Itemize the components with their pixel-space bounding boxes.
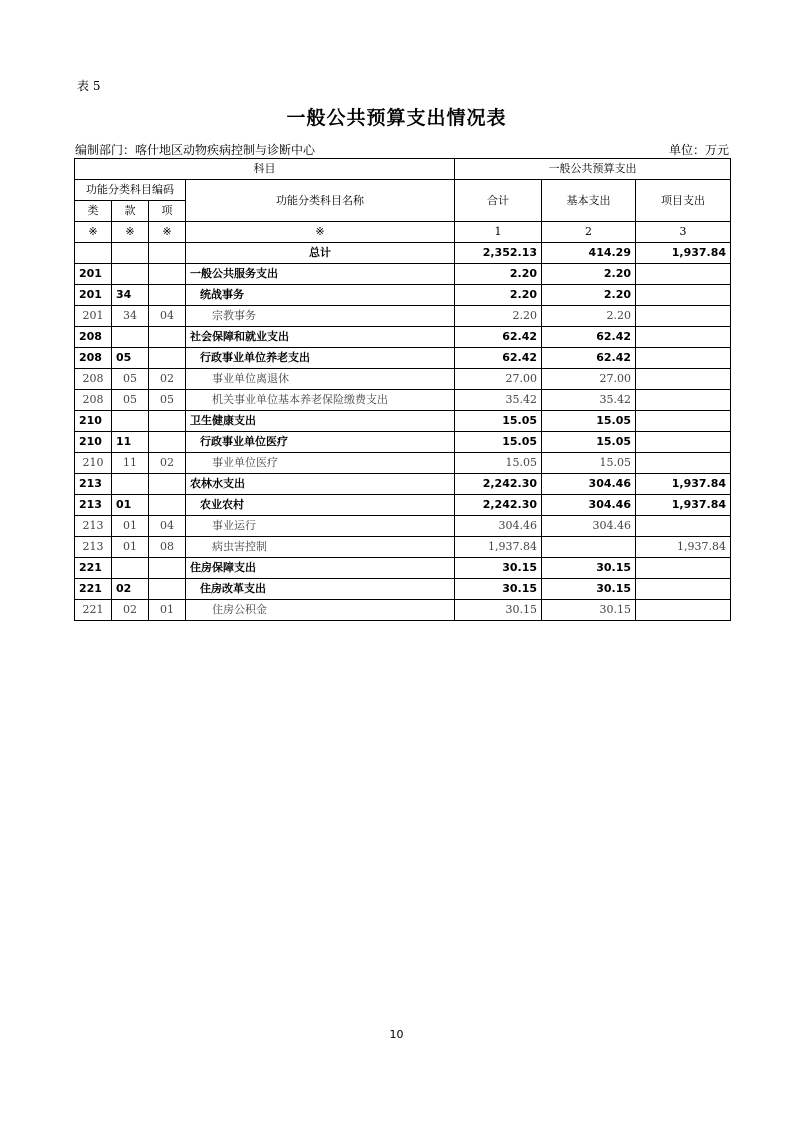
cell-total: 2.20 [455, 264, 542, 285]
cell-xiang: 02 [149, 369, 186, 390]
header-row-4 [75, 222, 731, 243]
cell-total: 2,242.30 [455, 495, 542, 516]
cell-name: 行政事业单位养老支出 [186, 348, 455, 369]
cell-lei: 208 [75, 369, 112, 390]
cell-basic: 35.42 [542, 390, 636, 411]
cell-xiang: 05 [149, 390, 186, 411]
cell-lei: 210 [75, 432, 112, 453]
table-row [75, 264, 731, 285]
cell-xiang [149, 348, 186, 369]
cell-project [636, 285, 731, 306]
cell-kuan [112, 474, 149, 495]
table-row [75, 348, 731, 369]
cell-kuan: 02 [112, 579, 149, 600]
header-name: 功能分类科目名称 [186, 180, 455, 222]
cell-name: 宗教事务 [186, 306, 455, 327]
table-row [75, 495, 731, 516]
header-code-group: 功能分类科目编码 [75, 180, 186, 201]
cell-name: 住房保障支出 [186, 558, 455, 579]
cell-kuan: 01 [112, 516, 149, 537]
page-title: 一般公共预算支出情况表 [286, 107, 507, 129]
cell-total: 2.20 [455, 306, 542, 327]
cell-name: 住房公积金 [186, 600, 455, 621]
cell-basic: 304.46 [542, 495, 636, 516]
cell-project [636, 264, 731, 285]
table-row [75, 579, 731, 600]
cell-basic: 30.15 [542, 600, 636, 621]
total-label: 总计 [186, 243, 455, 264]
table-row [75, 327, 731, 348]
cell-basic: 30.15 [542, 558, 636, 579]
cell-xiang: 02 [149, 453, 186, 474]
col-index-2: 2 [542, 222, 636, 243]
cell-kuan: 05 [112, 390, 149, 411]
cell-total: 2.20 [455, 285, 542, 306]
cell-xiang: 04 [149, 306, 186, 327]
total-basic: 414.29 [542, 243, 636, 264]
cell-xiang: 01 [149, 600, 186, 621]
cell-total: 62.42 [455, 327, 542, 348]
cell-name: 病虫害控制 [186, 537, 455, 558]
cell-xiang [149, 285, 186, 306]
table-row [75, 600, 731, 621]
cell-kuan [112, 264, 149, 285]
header-kuan: 款 [112, 201, 149, 222]
table-row [75, 285, 731, 306]
header-project: 项目支出 [636, 180, 731, 222]
cell-total: 35.42 [455, 390, 542, 411]
unit-line: 单位：万元 [668, 143, 729, 157]
cell-total: 30.15 [455, 600, 542, 621]
cell-basic: 2.20 [542, 306, 636, 327]
cell-kuan: 05 [112, 348, 149, 369]
cell-name: 卫生健康支出 [186, 411, 455, 432]
cell-kuan: 01 [112, 537, 149, 558]
cell-project: 1,937.84 [636, 495, 731, 516]
table-row [75, 369, 731, 390]
budget-table [74, 158, 731, 621]
cell-total: 1,937.84 [455, 537, 542, 558]
table-row [75, 453, 731, 474]
header-budget-group: 一般公共预算支出 [455, 159, 731, 180]
cell-name: 事业单位离退休 [186, 369, 455, 390]
table-row [75, 411, 731, 432]
table-row [75, 537, 731, 558]
cell-project [636, 579, 731, 600]
cell-name: 统战事务 [186, 285, 455, 306]
header-row-2 [75, 180, 731, 201]
cell-lei: 201 [75, 264, 112, 285]
cell-xiang [149, 327, 186, 348]
cell-lei: 213 [75, 474, 112, 495]
cell-lei: 213 [75, 495, 112, 516]
cell-kuan: 01 [112, 495, 149, 516]
cell-total: 15.05 [455, 453, 542, 474]
cell-xiang: 08 [149, 537, 186, 558]
cell-total: 30.15 [455, 579, 542, 600]
total-project: 1,937.84 [636, 243, 731, 264]
cell-kuan: 05 [112, 369, 149, 390]
cell-name: 农林水支出 [186, 474, 455, 495]
cell-name: 社会保障和就业支出 [186, 327, 455, 348]
cell-project [636, 390, 731, 411]
col-index-1: 1 [455, 222, 542, 243]
cell-lei: 208 [75, 327, 112, 348]
header-row-1 [75, 159, 731, 180]
cell-basic: 15.05 [542, 453, 636, 474]
header-basic: 基本支出 [542, 180, 636, 222]
table-row [75, 390, 731, 411]
cell-basic: 15.05 [542, 432, 636, 453]
cell-project [636, 432, 731, 453]
cell-total: 15.05 [455, 411, 542, 432]
cell-kuan [112, 558, 149, 579]
header-lei: 类 [75, 201, 112, 222]
cell-lei: 210 [75, 453, 112, 474]
cell-project [636, 558, 731, 579]
cell-total: 30.15 [455, 558, 542, 579]
cell-lei: 210 [75, 411, 112, 432]
cell-kuan: 11 [112, 453, 149, 474]
cell-project [636, 411, 731, 432]
cell-xiang [149, 495, 186, 516]
cell-total: 15.05 [455, 432, 542, 453]
cell-basic [542, 537, 636, 558]
department-line: 编制部门：喀什地区动物疾病控制与诊断中心 [75, 143, 316, 157]
cell-xiang [149, 411, 186, 432]
cell-lei: 208 [75, 348, 112, 369]
cell-xiang [149, 264, 186, 285]
header-subject: 科目 [75, 159, 455, 180]
cell-kuan: 34 [112, 306, 149, 327]
table-row [75, 306, 731, 327]
cell-name: 住房改革支出 [186, 579, 455, 600]
cell-kuan: 11 [112, 432, 149, 453]
cell-xiang [149, 432, 186, 453]
total-total: 2,352.13 [455, 243, 542, 264]
cell-project [636, 369, 731, 390]
cell-basic: 62.42 [542, 348, 636, 369]
cell-basic: 15.05 [542, 411, 636, 432]
table-label: 表 5 [77, 79, 101, 93]
cell-project: 1,937.84 [636, 537, 731, 558]
cell-basic: 62.42 [542, 327, 636, 348]
cell-project: 1,937.84 [636, 474, 731, 495]
cell-total: 62.42 [455, 348, 542, 369]
cell-xiang [149, 558, 186, 579]
header-total: 合计 [455, 180, 542, 222]
table-row [75, 474, 731, 495]
cell-project [636, 306, 731, 327]
cell-project [636, 348, 731, 369]
cell-basic: 27.00 [542, 369, 636, 390]
cell-basic: 2.20 [542, 285, 636, 306]
cell-project [636, 327, 731, 348]
cell-project [636, 453, 731, 474]
cell-lei: 201 [75, 306, 112, 327]
cell-kuan [112, 411, 149, 432]
cell-total: 304.46 [455, 516, 542, 537]
cell-xiang [149, 474, 186, 495]
col-index-3: 3 [636, 222, 731, 243]
cell-lei: 208 [75, 390, 112, 411]
cell-name: 机关事业单位基本养老保险缴费支出 [186, 390, 455, 411]
cell-total: 27.00 [455, 369, 542, 390]
cell-kuan: 02 [112, 600, 149, 621]
table-row [75, 558, 731, 579]
mark-xiang: ※ [149, 222, 186, 243]
cell-lei: 201 [75, 285, 112, 306]
cell-xiang: 04 [149, 516, 186, 537]
cell-lei: 221 [75, 558, 112, 579]
cell-basic: 30.15 [542, 579, 636, 600]
cell-name: 农业农村 [186, 495, 455, 516]
mark-lei: ※ [75, 222, 112, 243]
mark-name: ※ [186, 222, 455, 243]
total-row [75, 243, 731, 264]
cell-name: 事业运行 [186, 516, 455, 537]
cell-basic: 304.46 [542, 474, 636, 495]
header-xiang: 项 [149, 201, 186, 222]
table-row [75, 432, 731, 453]
cell-project [636, 600, 731, 621]
cell-lei: 213 [75, 516, 112, 537]
cell-total: 2,242.30 [455, 474, 542, 495]
table-row [75, 516, 731, 537]
cell-lei: 221 [75, 579, 112, 600]
page-number: 10 [389, 1028, 404, 1041]
cell-kuan: 34 [112, 285, 149, 306]
cell-name: 一般公共服务支出 [186, 264, 455, 285]
cell-basic: 304.46 [542, 516, 636, 537]
cell-project [636, 516, 731, 537]
mark-kuan: ※ [112, 222, 149, 243]
cell-basic: 2.20 [542, 264, 636, 285]
cell-name: 事业单位医疗 [186, 453, 455, 474]
cell-xiang [149, 579, 186, 600]
cell-lei: 221 [75, 600, 112, 621]
cell-name: 行政事业单位医疗 [186, 432, 455, 453]
cell-kuan [112, 327, 149, 348]
cell-lei: 213 [75, 537, 112, 558]
